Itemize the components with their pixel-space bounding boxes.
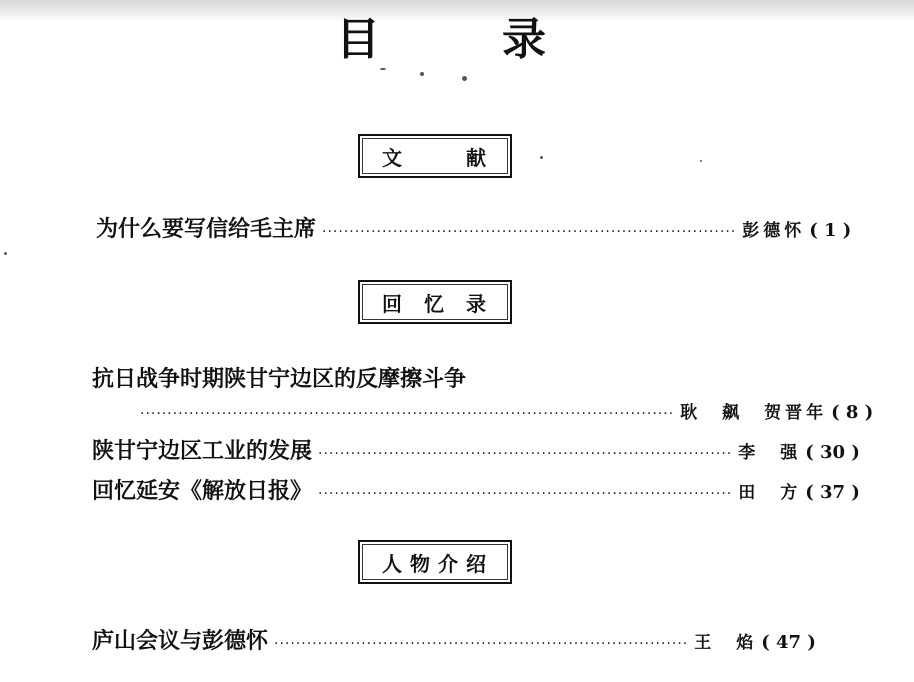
dot-leader: ············································································ — [274, 636, 689, 652]
scan-speck — [462, 76, 467, 81]
entry-page: ( 37 ) — [805, 482, 860, 503]
scan-speck — [4, 252, 7, 255]
toc-entry[interactable] — [96, 212, 852, 243]
entry-page: ( 1 ) — [809, 220, 852, 241]
dot-leader: ············································································ — [318, 486, 733, 502]
section-char: 物 — [410, 551, 432, 576]
entry-title: 抗日战争时期陕甘宁边区的反摩擦斗争 — [92, 367, 467, 392]
section-char: 绍 — [466, 551, 488, 576]
section-header-documents — [358, 134, 512, 178]
scan-speck — [380, 68, 386, 70]
section-char: 文 — [382, 145, 404, 170]
dot-leader: ············································································ — [322, 224, 737, 240]
section-char: 忆 — [424, 291, 446, 316]
toc-entry[interactable] — [92, 362, 772, 393]
entry-title: 回忆延安《解放日报》 — [92, 479, 313, 504]
entry-author: 李 强 — [738, 443, 802, 463]
entry-page: ( 30 ) — [805, 442, 860, 463]
section-char: 献 — [466, 145, 488, 170]
section-header-memoirs — [358, 280, 512, 324]
section-char: 录 — [466, 291, 488, 316]
section-char: 介 — [438, 551, 460, 576]
toc-entry-continuation[interactable] — [140, 398, 874, 423]
toc-entry[interactable] — [92, 474, 860, 505]
toc-entry[interactable] — [92, 434, 860, 465]
dot-leader: ·································································································· — [140, 406, 675, 422]
scan-speck — [420, 72, 424, 76]
section-header-biographies — [358, 540, 512, 584]
scan-speck — [540, 156, 543, 159]
entry-author: 彭德怀 — [742, 221, 806, 241]
entry-page: ( 47 ) — [761, 632, 816, 653]
entry-title: 陕甘宁边区工业的发展 — [92, 439, 313, 464]
entry-title: 庐山会议与彭德怀 — [92, 629, 269, 654]
title-char-2: 录 — [502, 14, 546, 65]
entry-author: 田 方 — [738, 483, 802, 503]
dot-leader: ············································································ — [318, 446, 733, 462]
entry-author: 王 焰 — [694, 633, 758, 653]
entry-page: ( 8 ) — [831, 402, 874, 423]
toc-title — [336, 10, 546, 70]
entry-author: 耿 飙 贺晋年 — [680, 403, 828, 423]
title-char-1: 目 — [336, 14, 380, 65]
section-char: 人 — [382, 551, 404, 576]
scan-speck — [700, 160, 702, 162]
toc-entry[interactable] — [92, 624, 816, 655]
section-char: 回 — [382, 291, 404, 316]
entry-title: 为什么要写信给毛主席 — [96, 217, 317, 242]
